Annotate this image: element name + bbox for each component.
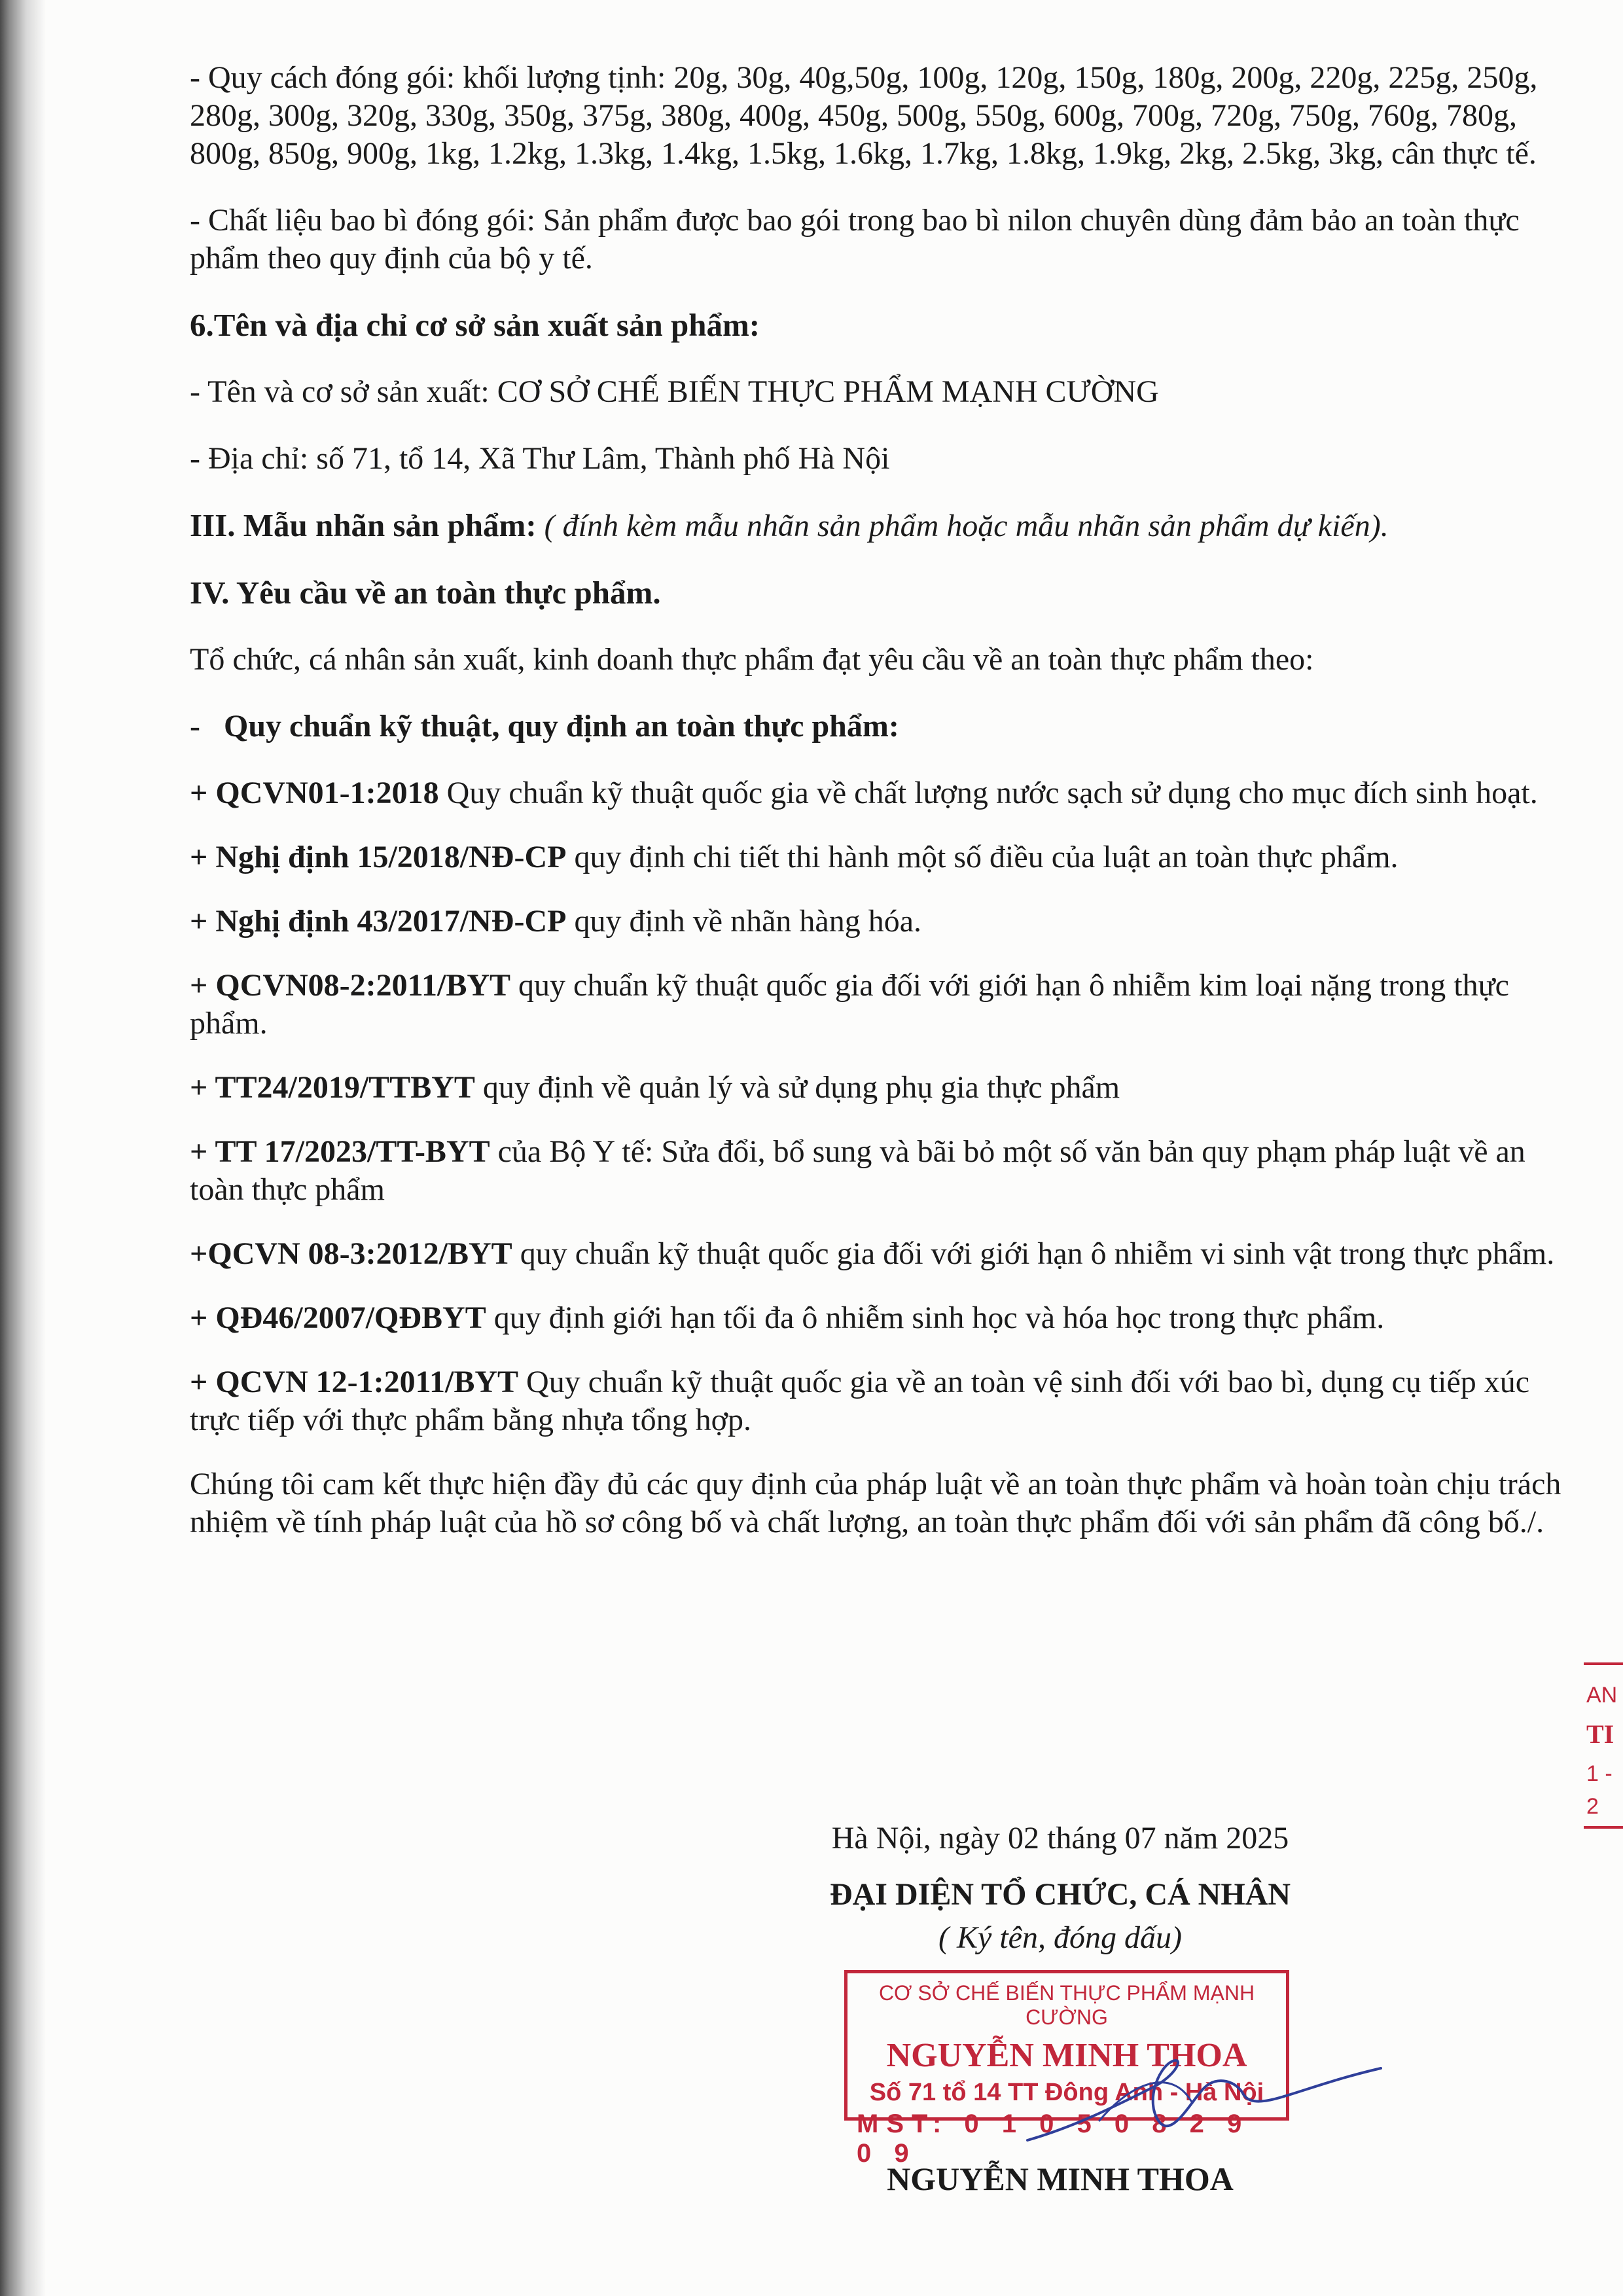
handwritten-signature bbox=[1021, 2042, 1387, 2160]
regulation-item bbox=[190, 967, 1564, 1043]
section4-heading: IV. Yêu cầu về an toàn thực phẩm. bbox=[190, 575, 661, 611]
section3-note: ( đính kèm mẫu nhãn sản phẩm hoặc mẫu nhãn sản phẩm dự kiến). bbox=[536, 509, 1389, 543]
margin-stamp-line bbox=[1584, 1662, 1623, 1665]
producer-name: - Tên và cơ sở sản xuất: CƠ SỞ CHẾ BIẾN THỰC PHẨM MẠNH CƯỜNG bbox=[190, 374, 1159, 409]
regulation-text: quy định về nhãn hàng hóa. bbox=[566, 904, 921, 939]
regulation-text: quy định chi tiết thi hành một số điều của luật an toàn thực phẩm. bbox=[566, 840, 1399, 874]
regulation-item bbox=[190, 1299, 1564, 1337]
stamp-tax-code: MST: 0 1 0 5 0 8 2 9 0 9 bbox=[857, 2109, 1250, 2168]
packaging-spec: - Quy cách đóng gói: khối lượng tịnh: 20g, 30g, 40g,50g, 100g, 120g, 150g, 180g, 200g, 220g, 225g, 250g, 280g, 300g, 320g, 330g, 350g, 375g, 380g, 400g, 450g, 500g, 550g, 600g, 700g, 720g, 750g, 760g, 780g, 800g, 850g, 900g, 1kg, 1.2kg, 1.3kg, 1.4kg, 1.5kg, 1.6kg, 1.7kg, 1.8kg, 1.9kg, 2kg, 2.5kg, 3kg, cân thực tế. bbox=[190, 60, 1538, 171]
label-section bbox=[190, 507, 1564, 545]
margin-stamp-text-1: AN bbox=[1586, 1683, 1618, 1708]
section3-heading: III. Mẫu nhãn sản phẩm: bbox=[190, 507, 537, 543]
regulation-item bbox=[190, 1133, 1564, 1209]
regulation-code: + QĐ46/2007/QĐBYT bbox=[190, 1300, 486, 1335]
regulation-item bbox=[190, 1363, 1564, 1439]
margin-stamp-text-2: TI bbox=[1586, 1719, 1614, 1749]
regulation-code: + TT24/2019/TTBYT bbox=[190, 1070, 475, 1105]
section4-intro: Tổ chức, cá nhân sản xuất, kinh doanh thực phẩm đạt yêu cầu về an toàn thực phẩm theo: bbox=[190, 642, 1314, 677]
scan-edge-shadow bbox=[0, 0, 46, 2296]
commitment-text: Chúng tôi cam kết thực hiện đầy đủ các quy định của pháp luật về an toàn thực phẩm và hoàn toàn chịu trách nhiệm về tính pháp luật của hồ sơ công bố và chất lượng, an toàn thực phẩm đối với sản phẩm đã công bố./. bbox=[190, 1467, 1561, 1539]
margin-stamp-text-4: 2 bbox=[1586, 1794, 1599, 1819]
regulation-code: +QCVN 08-3:2012/BYT bbox=[190, 1236, 512, 1271]
regulation-code: + TT 17/2023/TT-BYT bbox=[190, 1134, 490, 1169]
sign-note: ( Ký tên, đóng dấu) bbox=[938, 1920, 1182, 1955]
margin-stamp-line bbox=[1584, 1826, 1623, 1829]
subheading-text: Quy chuẩn kỹ thuật, quy định an toàn thực phẩm: bbox=[223, 709, 899, 744]
regulation-text: quy chuẩn kỹ thuật quốc gia đối với giới hạn ô nhiễm vi sinh vật trong thực phẩm. bbox=[512, 1236, 1555, 1271]
regulation-text: Quy chuẩn kỹ thuật quốc gia về an toàn vệ sinh đối với bao bì, dụng cụ tiếp xúc trực tiếp với thực phẩm bằng nhựa tổng hợp. bbox=[190, 1365, 1530, 1437]
regulation-code: + QCVN01-1:2018 bbox=[190, 776, 439, 810]
regulation-code: + QCVN08-2:2011/BYT bbox=[190, 968, 511, 1003]
regulation-text: quy chuẩn kỹ thuật quốc gia đối với giới hạn ô nhiễm kim loại nặng trong thực phẩm. bbox=[190, 968, 1509, 1041]
representative-title: ĐẠI DIỆN TỔ CHỨC, CÁ NHÂN bbox=[829, 1877, 1291, 1912]
regulation-text: Quy chuẩn kỹ thuật quốc gia về chất lượng nước sạch sử dụng cho mục đích sinh hoạt. bbox=[438, 776, 1538, 810]
regulation-text: quy định về quản lý và sử dụng phụ gia thực phẩm bbox=[474, 1070, 1120, 1105]
document-body bbox=[190, 59, 1564, 1570]
place-date: Hà Nội, ngày 02 tháng 07 năm 2025 bbox=[831, 1821, 1289, 1856]
regulation-text: quy định giới hạn tối đa ô nhiễm sinh học và hóa học trong thực phẩm. bbox=[486, 1300, 1385, 1335]
signature-block bbox=[772, 1820, 1348, 1957]
regulation-item bbox=[190, 774, 1564, 812]
stamp-address: Số 71 tổ 14 TT Đông Anh - Hà Nội bbox=[869, 2079, 1264, 2106]
regulation-code: + QCVN 12-1:2011/BYT bbox=[190, 1365, 519, 1399]
regulation-code: + Nghị định 15/2018/NĐ-CP bbox=[190, 840, 567, 874]
signer-name: NGUYỄN MINH THOA bbox=[887, 2161, 1234, 2197]
regulation-item bbox=[190, 903, 1564, 941]
regulation-subheading bbox=[190, 708, 1564, 745]
regulation-list bbox=[190, 774, 1564, 1439]
packaging-material: - Chất liệu bao bì đóng gói: Sản phẩm được bao gói trong bao bì nilon chuyên dùng đảm bảo an toàn thực phẩm theo quy định của bộ y tế. bbox=[190, 203, 1520, 276]
subheading-dash: - bbox=[190, 709, 200, 744]
regulation-item bbox=[190, 838, 1564, 876]
margin-stamp-fragment bbox=[1584, 1662, 1623, 1833]
regulation-item bbox=[190, 1069, 1564, 1107]
stamp-company: CƠ SỞ CHẾ BIẾN THỰC PHẨM MẠNH CƯỜNG bbox=[878, 1981, 1255, 2029]
regulation-text: của Bộ Y tế: Sửa đổi, bổ sung và bãi bỏ một số văn bản quy phạm pháp luật về an toàn thực phẩm bbox=[190, 1134, 1525, 1207]
margin-stamp-text-3: 1 - bbox=[1586, 1761, 1613, 1786]
regulation-code: + Nghị định 43/2017/NĐ-CP bbox=[190, 904, 567, 939]
producer-address: - Địa chỉ: số 71, tổ 14, Xã Thư Lâm, Thành phố Hà Nội bbox=[190, 441, 890, 476]
section6-heading: 6.Tên và địa chỉ cơ sở sản xuất sản phẩm: bbox=[190, 307, 760, 343]
regulation-item bbox=[190, 1235, 1564, 1273]
stamp-owner: NGUYỄN MINH THOA bbox=[886, 2037, 1247, 2074]
